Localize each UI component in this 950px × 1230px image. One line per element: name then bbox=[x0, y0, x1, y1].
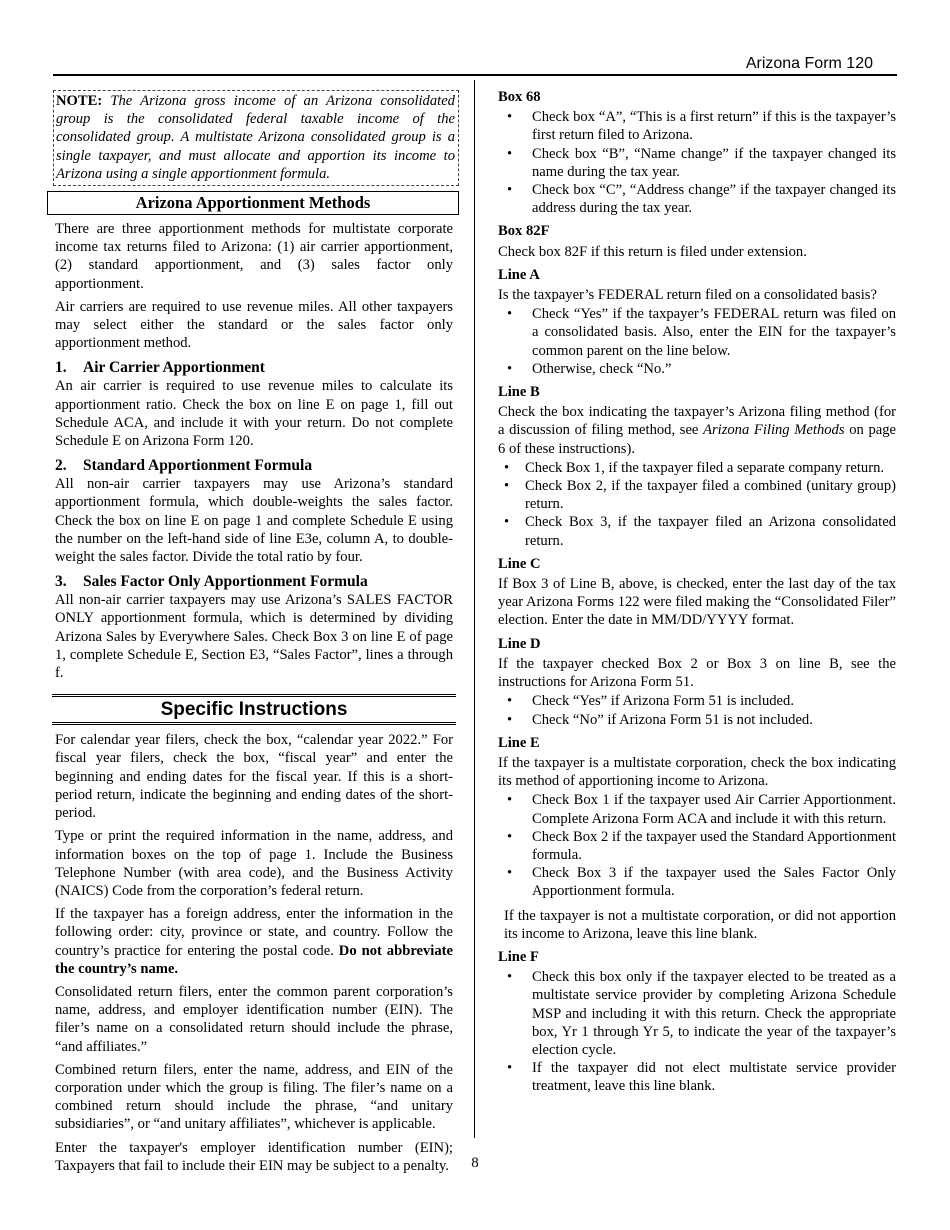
bullet-icon: • bbox=[507, 182, 513, 199]
line-d-list bbox=[498, 692, 896, 728]
subsection-heading bbox=[55, 456, 453, 475]
subsection-text: All non-air carrier taxpayers may use Arizona’s SALES FACTOR ONLY apportionment formula, which is determined by dividing Arizona Sales by Everywhere Sales. Check Box 3 on line E of page 1, complete Schedule E, Section E3, “Sales Factor”, lines a through f. bbox=[55, 592, 453, 682]
list-item: • Check box “A”, “This is a first return” if this is the taxpayer’s first return filed to Arizona. bbox=[507, 109, 896, 144]
bullet-icon: • bbox=[507, 1060, 513, 1077]
list-item: • Check “Yes” if the taxpayer’s FEDERAL return was filed on a consolidated basis. Also, enter the EIN for the taxpayer’s common parent on the line below. bbox=[507, 306, 896, 359]
subsection-heading bbox=[55, 358, 453, 377]
line-a-list bbox=[498, 305, 896, 378]
line-f-list bbox=[498, 968, 896, 1095]
line-d-text: If the taxpayer checked Box 2 or Box 3 on line B, see the instructions for Arizona Form 51. bbox=[498, 655, 896, 691]
subsection-title: Sales Factor Only Apportionment Formula bbox=[83, 573, 368, 591]
page-number: 8 bbox=[471, 1155, 479, 1171]
list-item: • Check Box 1 if the taxpayer used Air Carrier Apportionment. Complete Arizona Form ACA and include it with this return. bbox=[507, 792, 896, 827]
bullet-icon: • bbox=[504, 514, 510, 531]
line-e-after-text: If the taxpayer is not a multistate corporation, or did not apportion its income to Arizona, leave this line blank. bbox=[504, 907, 896, 942]
line-e-list bbox=[498, 791, 896, 900]
line-a-heading: Line A bbox=[498, 266, 540, 283]
list-item: • Check this box only if the taxpayer elected to be treated as a multistate service provider by completing Arizona Schedule MSP and including it with this return. Check the appropriate box, Yr 1 through Yr 5, to indicate the year of the taxpayer’s election cycle. bbox=[507, 969, 896, 1058]
filing-methods-ref: Arizona Filing Methods bbox=[703, 422, 845, 439]
header-rule bbox=[53, 74, 897, 76]
line-c-heading: Line C bbox=[498, 555, 541, 572]
bullet-icon: • bbox=[507, 306, 513, 323]
methods-paragraph: There are three apportionment methods for multistate corporate income tax returns filed to Arizona: (1) air carrier apportionment, (2) standard apportionment, and (3) sales factor only apportionment. bbox=[55, 221, 453, 292]
instruction-paragraph: Consolidated return filers, enter the common parent corporation’s name, address, and employer identification number (EIN). The filer’s name on a consolidated return should include the phrase, “and affiliates.” bbox=[55, 983, 453, 1055]
apportionment-methods-heading: Arizona Apportionment Methods bbox=[47, 191, 459, 215]
box68-heading: Box 68 bbox=[498, 89, 541, 105]
list-item: • Check Box 2 if the taxpayer used the Standard Apportionment formula. bbox=[507, 828, 896, 863]
line-a-text: Is the taxpayer’s FEDERAL return filed on a consolidated basis? bbox=[498, 287, 877, 304]
right-column bbox=[498, 88, 896, 1099]
list-item: • Check box “C”, “Address change” if the taxpayer changed its address during the tax year. bbox=[507, 182, 896, 217]
note-label: NOTE: bbox=[56, 93, 103, 109]
box82f-text: Check box 82F if this return is filed under extension. bbox=[498, 243, 807, 260]
form-title: Arizona Form 120 bbox=[745, 55, 873, 72]
line-b-text: Check the box indicating the taxpayer’s Arizona filing method (for a discussion of filing method, see Arizona Filing Methods on page 6 of these instructions). bbox=[498, 404, 896, 457]
list-item: • Check Box 3, if the taxpayer filed an Arizona consolidated return. bbox=[504, 514, 896, 549]
line-e-heading: Line E bbox=[498, 734, 540, 751]
foreign-address-paragraph bbox=[55, 905, 453, 978]
bullet-icon: • bbox=[507, 360, 513, 377]
list-item: • Check “Yes” if Arizona Form 51 is included. bbox=[507, 693, 794, 710]
list-item: • Check Box 1, if the taxpayer filed a separate company return. bbox=[504, 459, 885, 476]
list-item: • Check Box 3 if the taxpayer used the Sales Factor Only Apportionment formula. bbox=[507, 865, 896, 900]
subsection-text: All non-air carrier taxpayers may use Arizona’s standard apportionment formula, which double-weights the sales factor. Check the box on line E on page 1 and complete Schedule E using the number on the left-hand side of line E3e, column A, to double-weight the sales factor. Divide the total ratio by four. bbox=[55, 476, 453, 566]
line-b-list bbox=[498, 459, 896, 550]
subsection-number: 2. bbox=[55, 457, 67, 475]
methods-paragraph: Air carriers are required to use revenue miles. All other taxpayers may select either the standard or the sales factor only apportionment method. bbox=[55, 298, 453, 352]
subsection-number: 3. bbox=[55, 573, 67, 591]
subsection-number: 1. bbox=[55, 359, 67, 377]
box82f-heading: Box 82F bbox=[498, 223, 550, 240]
bullet-icon: • bbox=[507, 792, 513, 809]
box68-list bbox=[498, 108, 896, 217]
list-item: • Check box “B”, “Name change” if the taxpayer changed its name during the tax year. bbox=[507, 145, 896, 180]
subsection-title: Standard Apportionment Formula bbox=[83, 457, 313, 475]
list-item: • Check “No” if Arizona Form 51 is not included. bbox=[507, 711, 813, 728]
line-b-heading: Line B bbox=[498, 384, 540, 401]
foreign-address-text: If the taxpayer has a foreign address, enter the information in the following order: city, province or state, and country. Follow the country’s practice for entering the postal code. bbox=[55, 906, 453, 959]
list-item: • If the taxpayer did not elect multistate service provider treatment, leave this line blank. bbox=[507, 1060, 896, 1095]
instruction-paragraph: Combined return filers, enter the name, address, and EIN of the corporation under which the group is filing. The filer’s name on a combined return should include the phrase, “and unitary subsidiaries”, or “and unitary affiliates”, whichever is applicable. bbox=[55, 1061, 453, 1133]
subsection-text: An air carrier is required to use revenue miles to calculate its apportionment ratio. Check the box on line E on page 1, fill out Schedule ACA, and include it with your return. Do not complete Schedule E on Arizona Form 120. bbox=[55, 378, 453, 450]
instruction-paragraph: Type or print the required information in the name, address, and information boxes on the top of page 1. Include the Business Telephone Number (with area code), and the Business Activity (NAICS) Code from the corporation’s federal return. bbox=[55, 828, 453, 899]
bullet-icon: • bbox=[507, 693, 513, 710]
line-f-heading: Line F bbox=[498, 948, 539, 965]
instruction-paragraph: Enter the taxpayer's employer identification number (EIN); Taxpayers that fail to include their EIN may be subject to a penalty. bbox=[55, 1139, 453, 1174]
left-column bbox=[55, 90, 453, 1180]
line-c-text: If Box 3 of Line B, above, is checked, enter the last day of the tax year Arizona Forms 122 were filed making the “Consolidated Filer” election. Enter the date in MM/DD/YYYY format. bbox=[498, 576, 896, 629]
list-item: • Otherwise, check “No.” bbox=[507, 360, 672, 377]
bullet-icon: • bbox=[507, 711, 513, 728]
bullet-icon: • bbox=[504, 459, 510, 476]
bullet-icon: • bbox=[507, 865, 513, 882]
bullet-icon: • bbox=[507, 828, 513, 845]
subsection-heading bbox=[55, 572, 453, 591]
column-divider bbox=[474, 80, 475, 1138]
line-d-heading: Line D bbox=[498, 635, 541, 652]
bullet-icon: • bbox=[507, 109, 513, 126]
note-box bbox=[53, 90, 459, 186]
line-e-text: If the taxpayer is a multistate corporation, check the box indicating its method of apportioning income to Arizona. bbox=[498, 754, 896, 790]
bullet-icon: • bbox=[504, 478, 510, 495]
list-item: • Check Box 2, if the taxpayer filed a combined (unitary group) return. bbox=[504, 478, 896, 513]
subsection-title: Air Carrier Apportionment bbox=[83, 359, 265, 377]
foreign-address-bold: Do not abbreviate the country’s name. bbox=[55, 942, 453, 977]
specific-instructions-heading: Specific Instructions bbox=[52, 694, 456, 725]
bullet-icon: • bbox=[507, 969, 513, 986]
note-text: The Arizona gross income of an Arizona consolidated group is the consolidated federal taxable income of the consolidated group. A multistate Arizona consolidated group is a single taxpayer, and must allocate and apportion its income to Arizona using a single apportionment formula. bbox=[56, 93, 455, 182]
instruction-paragraph: For calendar year filers, check the box, “calendar year 2022.” For fiscal year filers, check the box, “fiscal year” and enter the beginning and ending dates for the fiscal year. If this is a short-period return, indicate the beginning and ending dates of the short-period. bbox=[55, 732, 453, 822]
bullet-icon: • bbox=[507, 145, 513, 162]
